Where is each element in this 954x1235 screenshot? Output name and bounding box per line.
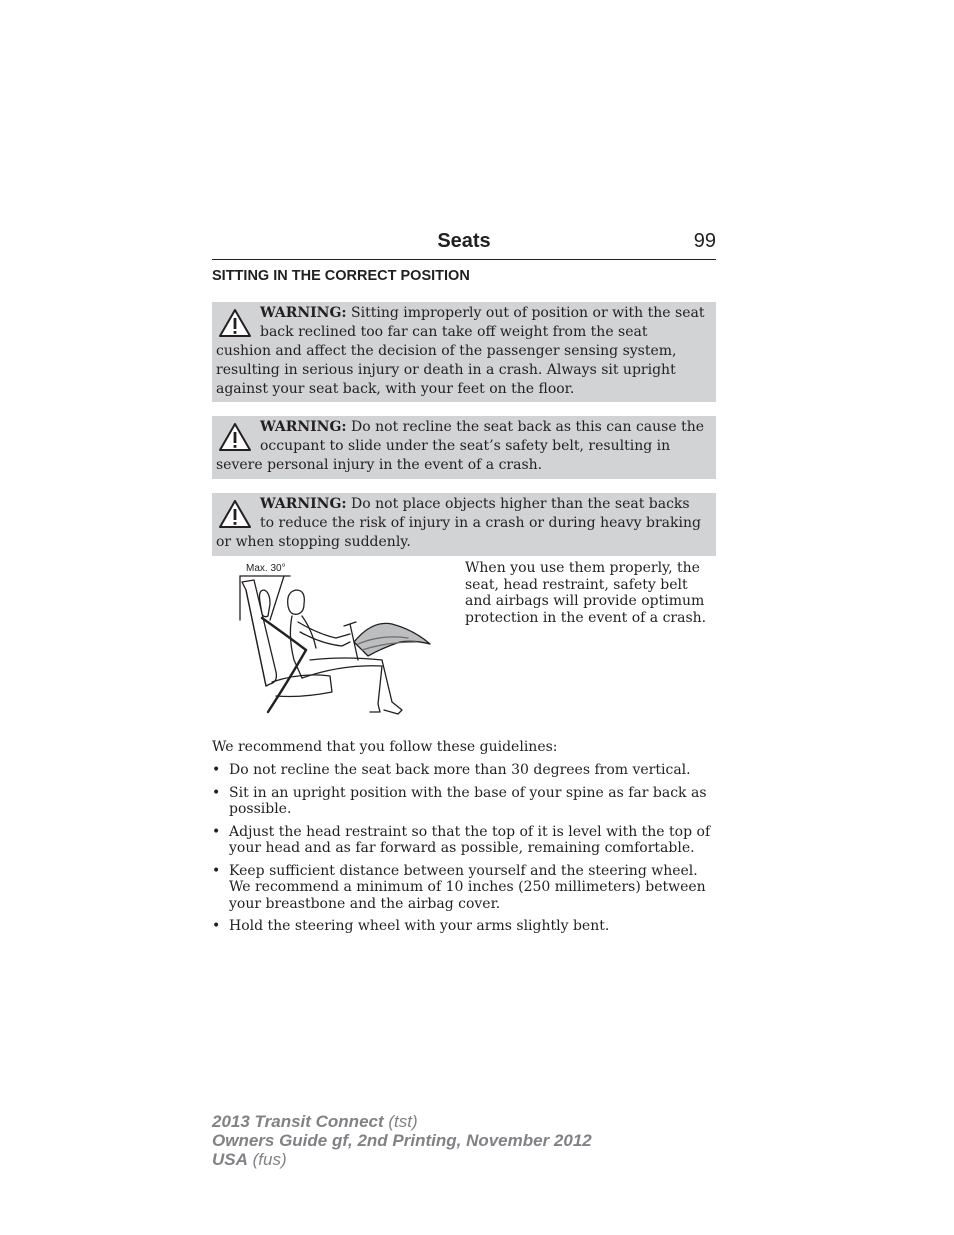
guidelines-intro: We recommend that you follow these guidelines: (212, 739, 558, 755)
warning-triangle-icon (218, 422, 252, 452)
page-title: Seats (437, 230, 491, 252)
warning-label: WARNING: (260, 419, 347, 435)
warning-triangle-icon (218, 499, 252, 529)
list-item: • Keep sufficient distance between yourself and the steering wheel. We recommend a minimum of 10 inches (250 millimeters) between your breastbone and the airbag cover. (212, 862, 706, 912)
seating-position-illustration (232, 560, 436, 718)
warning-triangle-icon (218, 308, 252, 338)
warning-text: Do not place objects higher than the seat backs to reduce the risk of injury in a crash or during heavy braking or when stopping suddenly. (216, 496, 701, 550)
seated-driver-illustration (232, 560, 436, 718)
list-item: • Sit in an upright position with the base of your spine as far back as possible. (212, 784, 707, 817)
max-angle-label: Max. 30° (246, 563, 286, 574)
protection-note: When you use them properly, the seat, head restraint, safety belt and airbags will provide optimum protection in the event of a crash. (465, 560, 707, 626)
warning-box-3 (212, 493, 716, 556)
footer-market-code: (fus) (252, 1150, 287, 1169)
warning-box-1 (212, 302, 716, 402)
footer-model: 2013 Transit Connect (212, 1112, 384, 1131)
warning-label: WARNING: (260, 305, 347, 321)
list-item: • Adjust the head restraint so that the top of it is level with the top of your head and as far forward as possible, remaining comfortable. (212, 823, 711, 856)
guidelines-list (212, 762, 716, 941)
warning-text: Do not recline the seat back as this can cause the occupant to slide under the seat’s safety belt, resulting in severe personal injury in the event of a crash. (216, 419, 704, 473)
page-number: 99 (693, 230, 716, 252)
page-header (212, 229, 716, 260)
warning-box-2 (212, 416, 716, 479)
footer-model-code: (tst) (388, 1112, 418, 1131)
warning-text: Sitting improperly out of position or with the seat back reclined too far can take off weight from the seat cushion and affect the decision of the passenger sensing system, resulting in serious injury or death in a crash. Always sit upright against your seat back, with your feet on the floor. (216, 305, 705, 397)
footer-market: USA (212, 1150, 248, 1169)
list-item: • Do not recline the seat back more than 30 degrees from vertical. (212, 762, 691, 778)
section-heading: SITTING IN THE CORRECT POSITION (212, 268, 470, 284)
footer-guide: Owners Guide gf, 2nd Printing, November 2012 (212, 1131, 592, 1150)
list-item: • Hold the steering wheel with your arms slightly bent. (212, 918, 610, 934)
warning-label: WARNING: (260, 496, 347, 512)
page-footer (212, 1112, 592, 1169)
